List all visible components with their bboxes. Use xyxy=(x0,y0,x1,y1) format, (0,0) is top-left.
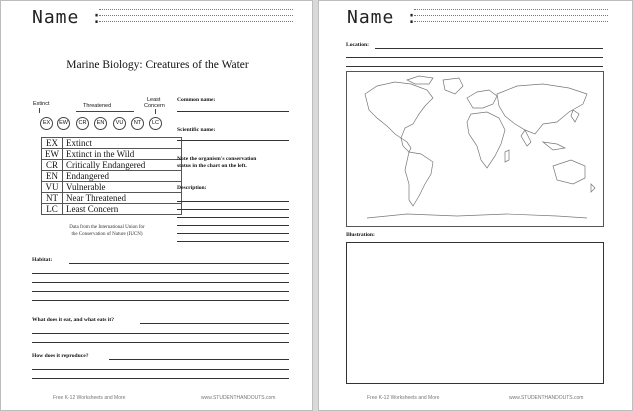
habitat-line xyxy=(32,291,289,292)
eat-answer-line xyxy=(140,323,289,324)
conservation-status-table xyxy=(41,137,182,215)
footer-right: www.STUDENTHANDOUTS.com xyxy=(509,395,584,401)
footer-left: Free K-12 Worksheets and More xyxy=(367,395,440,401)
reproduce-answer-line xyxy=(32,378,289,379)
status-circle-ew: EW xyxy=(57,117,70,130)
name-lines xyxy=(99,9,293,22)
table-source-line-2: the Conservation of Nature (IUCN) xyxy=(71,232,143,237)
worksheet-page-1 xyxy=(0,0,313,411)
table-row xyxy=(42,149,182,160)
status-label: Near Threatened xyxy=(63,193,182,204)
status-code: VU xyxy=(42,182,63,193)
footer-right: www.STUDENTHANDOUTS.com xyxy=(201,395,276,401)
threatened-scale-label: Threatened xyxy=(83,103,112,109)
habitat-line xyxy=(32,300,289,301)
habitat-line xyxy=(32,282,289,283)
location-line xyxy=(375,48,603,49)
status-label: Least Concern xyxy=(63,204,182,215)
footer-left: Free K-12 Worksheets and More xyxy=(53,395,126,401)
status-code: NT xyxy=(42,193,63,204)
scale-tick xyxy=(39,108,40,113)
status-code: CR xyxy=(42,160,63,171)
description-line xyxy=(177,209,289,210)
name-label: Name : xyxy=(347,7,419,28)
location-line xyxy=(346,66,603,67)
status-code: EW xyxy=(42,149,63,160)
status-circle-ex: EX xyxy=(40,117,53,130)
eat-question-label: What does it eat, and what eats it? xyxy=(32,317,115,323)
name-label: Name : xyxy=(32,7,104,28)
habitat-line xyxy=(69,263,289,264)
common-name-line xyxy=(177,111,289,112)
table-row xyxy=(42,182,182,193)
description-line xyxy=(177,233,289,234)
least-concern-scale-label-1: Least xyxy=(147,97,161,103)
illustration-label: Illustration: xyxy=(346,232,375,238)
least-concern-scale-label-2: Concern xyxy=(144,103,165,109)
world-map-outline xyxy=(347,72,603,226)
status-label: Extinct in the Wild xyxy=(63,149,182,160)
location-label: Location: xyxy=(346,42,369,48)
eat-answer-line xyxy=(32,342,289,343)
status-code: LC xyxy=(42,204,63,215)
table-row xyxy=(42,138,182,149)
location-line xyxy=(346,57,603,58)
habitat-line xyxy=(32,273,289,274)
status-circle-en: EN xyxy=(94,117,107,130)
note-line-2: status in the chart on the left. xyxy=(177,163,247,169)
description-label: Description: xyxy=(177,185,207,191)
status-label: Vulnerable xyxy=(63,182,182,193)
world-map xyxy=(346,71,604,227)
status-label: Critically Endangered xyxy=(63,160,182,171)
table-source-line-1: Data from the International Union for xyxy=(69,225,145,230)
reproduce-answer-line xyxy=(109,359,289,360)
status-circle-nt: NT xyxy=(131,117,144,130)
status-code: EX xyxy=(42,138,63,149)
table-row xyxy=(42,204,182,215)
scientific-name-line xyxy=(177,140,289,141)
note-line-1: Note the organism's conservation xyxy=(177,156,257,162)
description-line xyxy=(177,201,289,202)
habitat-label: Habitat: xyxy=(32,257,53,263)
extinct-scale-label: Extinct xyxy=(33,101,50,107)
description-line xyxy=(177,241,289,242)
table-row xyxy=(42,160,182,171)
scale-bracket xyxy=(76,111,134,112)
scale-tick xyxy=(155,109,156,114)
reproduce-answer-line xyxy=(32,369,289,370)
status-label: Extinct xyxy=(63,138,182,149)
illustration-box xyxy=(346,242,604,384)
table-row xyxy=(42,193,182,204)
status-circle-vu: VU xyxy=(113,117,126,130)
worksheet-title: Marine Biology: Creatures of the Water xyxy=(66,59,249,71)
description-line xyxy=(177,225,289,226)
status-circle-lc: LC xyxy=(149,117,162,130)
description-line xyxy=(177,217,289,218)
name-lines xyxy=(414,9,608,22)
worksheet-page-2 xyxy=(318,0,633,411)
table-row xyxy=(42,171,182,182)
status-circle-cr: CR xyxy=(76,117,89,130)
status-label: Endangered xyxy=(63,171,182,182)
common-name-label: Common name: xyxy=(177,97,216,103)
eat-answer-line xyxy=(32,333,289,334)
scientific-name-label: Scientific name: xyxy=(177,127,216,133)
reproduce-question-label: How does it reproduce? xyxy=(32,353,89,359)
status-code: EN xyxy=(42,171,63,182)
